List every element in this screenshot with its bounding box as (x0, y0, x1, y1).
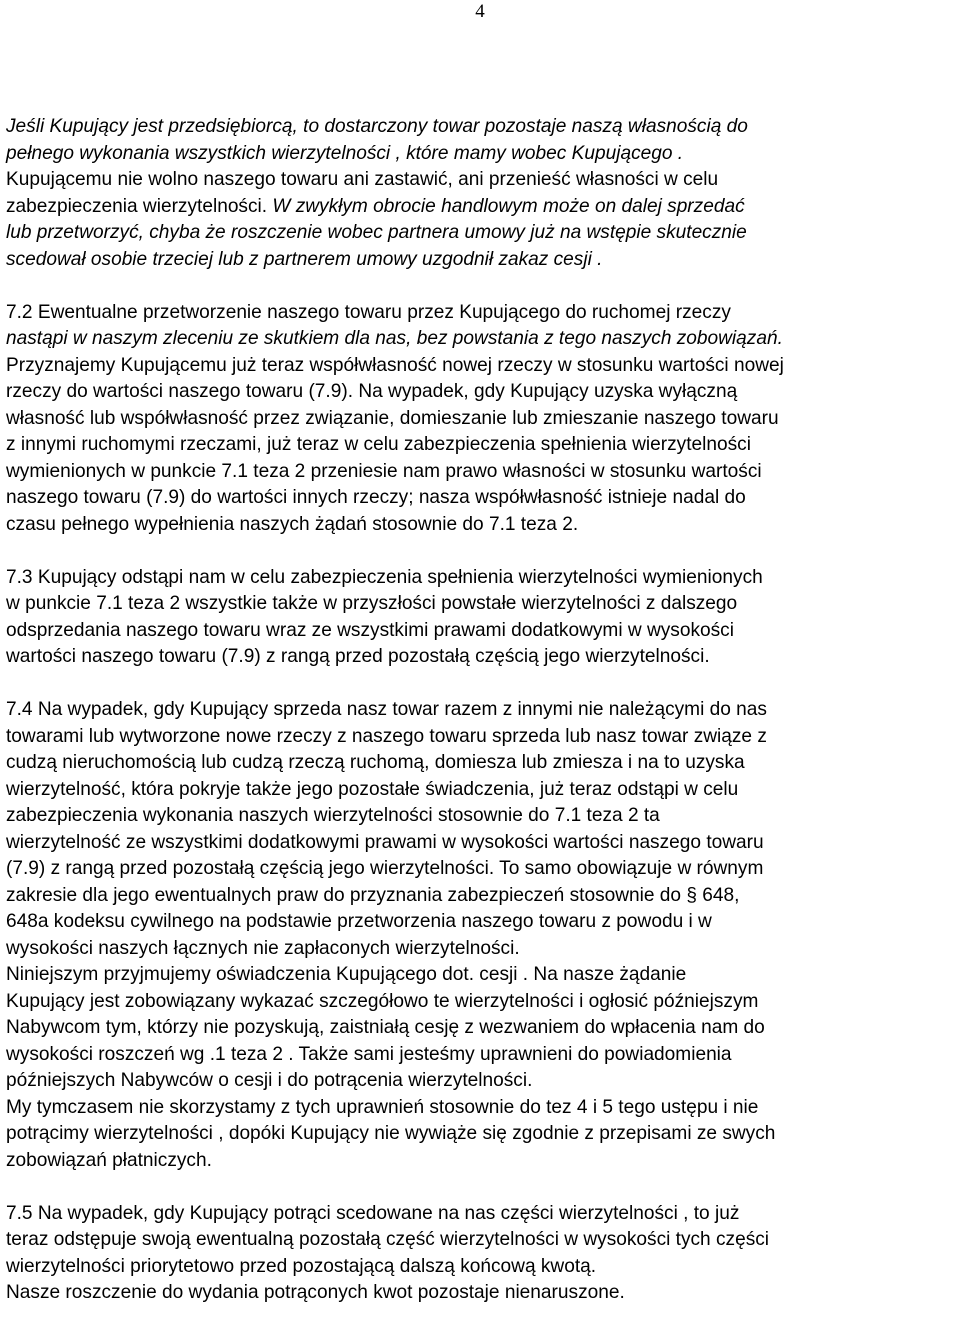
text-segment: 648a kodeksu cywilnego na podstawie przetworzenia naszego towaru z powodu i w (6, 911, 712, 932)
text-line (6, 114, 956, 141)
text-line (6, 1227, 956, 1254)
text-line (6, 194, 956, 221)
paragraph-gap (6, 538, 956, 565)
page-number: 4 (475, 1, 485, 22)
text-line (6, 936, 956, 963)
text-line (6, 1121, 956, 1148)
text-segment: wymienionych w punkcie 7.1 teza 2 przeniesie nam prawo własności w stosunku wartości (6, 460, 762, 482)
text-segment: wysokości roszczeń wg .1 teza 2 . Także sami jesteśmy uprawnieni do powiadomienia (6, 1043, 732, 1065)
text-segment: naszego towaru (7.9) do wartości innych rzeczy; nasza współwłasność istnieje nadal do (6, 487, 746, 508)
text-line (6, 697, 956, 724)
text-line (6, 326, 956, 353)
text-line (6, 1015, 956, 1042)
text-segment: Kupujący jest zobowiązany wykazać szczegółowo te wierzytelności i ogłosić późniejszym (6, 990, 759, 1012)
text-line (6, 141, 956, 168)
text-line (6, 485, 956, 512)
text-segment: pełnego wykonania wszystkich wierzytelności , które mamy wobec Kupującego . (6, 142, 684, 164)
text-segment: Nasze roszczenie do wydania potrąconych kwot pozostaje nienaruszone. (6, 1282, 625, 1303)
document-body (6, 114, 956, 1307)
text-segment: wysokości naszych łącznych nie zapłaconych wierzytelności. (6, 937, 520, 959)
paragraph-gap (6, 671, 956, 698)
text-segment: wartości naszego towaru (7.9) z rangą przed pozostałą częścią jego wierzytelności. (6, 646, 710, 667)
text-segment: 7.5 Na wypadek, gdy Kupujący potrąci scedowane na nas części wierzytelności , to już (6, 1202, 740, 1224)
text-line (6, 883, 956, 910)
text-segment: teraz odstępuje swoją ewentualną pozostałą część wierzytelności w wysokości tych części (6, 1229, 770, 1250)
text-line (6, 644, 956, 671)
text-segment: zobowiązań płatniczych. (6, 1149, 212, 1171)
text-line (6, 1280, 956, 1307)
text-line (6, 459, 956, 486)
text-segment: potrącimy wierzytelności , dopóki Kupujący nie wywiąże się zgodnie z przepisami ze swych (6, 1123, 776, 1144)
text-segment: 7.3 Kupujący odstąpi nam w celu zabezpieczenia spełnienia wierzytelności wymienionych (6, 566, 763, 588)
text-line (6, 406, 956, 433)
text-segment: wierzytelność ze wszystkimi dodatkowymi prawami w wysokości wartości naszego towaru (6, 831, 764, 853)
text-segment: Jeśli Kupujący jest przedsiębiorcą, to dostarczony towar pozostaje naszą własnością do (6, 116, 748, 137)
text-segment: późniejszych Nabywców o cesji i do potrącenia wierzytelności. (6, 1070, 533, 1091)
text-segment: W zwykłym obrocie handlowym może on dalej sprzedać (272, 195, 745, 217)
text-line (6, 512, 956, 539)
paragraph-gap (6, 273, 956, 300)
text-segment: Niniejszym przyjmujemy oświadczenia Kupującego dot. cesji . Na nasze żądanie (6, 964, 687, 985)
text-segment: własność lub współwłasność przez związanie, domieszanie lub zmieszanie naszego towaru (6, 407, 779, 429)
text-line (6, 803, 956, 830)
text-line (6, 724, 956, 751)
text-segment: lub przetworzyć, chyba że roszczenie wobec partnera umowy już na wstępie skutecznie (6, 222, 747, 243)
text-line (6, 220, 956, 247)
text-segment: wierzytelności priorytetowo przed pozostającą dalszą końcową kwotą. (6, 1255, 597, 1277)
text-segment: czasu pełnego wypełnienia naszych żądań stosownie do 7.1 teza 2. (6, 513, 579, 535)
text-line (6, 1095, 956, 1122)
text-segment: wierzytelność, która pokryje także jego pozostałe świadczenia, już teraz odstąpi w celu (6, 778, 739, 800)
text-segment: w punkcie 7.1 teza 2 wszystkie także w przyszłości powstałe wierzytelności z dalszego (6, 593, 738, 614)
text-segment: odsprzedania naszego towaru wraz ze wszystkimi prawami dodatkowymi w wysokości (6, 619, 734, 641)
text-segment: zabezpieczenia wykonania naszych wierzytelności stosownie do 7.1 teza 2 ta (6, 805, 660, 826)
text-line (6, 830, 956, 857)
paragraph-gap (6, 1174, 956, 1201)
text-line (6, 909, 956, 936)
text-segment: nastąpi w naszym zleceniu ze skutkiem dla nas, bez powstania z tego naszych zobowiązań. (6, 328, 783, 349)
text-segment: 7.4 Na wypadek, gdy Kupujący sprzeda nasz towar razem z innymi nie należącymi do nas (6, 699, 767, 720)
text-line (6, 1042, 956, 1069)
text-segment: My tymczasem nie skorzystamy z tych uprawnień stosownie do tez 4 i 5 tego ustępu i nie (6, 1096, 759, 1118)
text-line (6, 856, 956, 883)
text-line (6, 247, 956, 274)
text-line (6, 591, 956, 618)
text-line (6, 962, 956, 989)
text-line (6, 167, 956, 194)
text-segment: Kupującemu nie wolno naszego towaru ani zastawić, ani przenieść własności w celu (6, 169, 719, 190)
text-line (6, 300, 956, 327)
text-line (6, 777, 956, 804)
text-segment: zabezpieczenia wierzytelności. (6, 195, 273, 217)
text-line (6, 750, 956, 777)
text-segment: Przyznajemy Kupującemu już teraz współwłasność nowej rzeczy w stosunku wartości nowej (6, 354, 784, 376)
text-segment: Nabywcom tym, którzy nie pozyskują, zaistniałą cesję z wezwaniem do wpłacenia nam do (6, 1017, 765, 1038)
text-line (6, 432, 956, 459)
text-line (6, 565, 956, 592)
text-line (6, 353, 956, 380)
text-segment: towarami lub wytworzone nowe rzeczy z naszego towaru sprzeda lub nasz towar związe z (6, 725, 767, 747)
text-segment: scedował osobie trzeciej lub z partnerem umowy uzgodnił zakaz cesji . (6, 248, 603, 270)
text-line (6, 1201, 956, 1228)
text-segment: 7.2 Ewentualne przetworzenie naszego towaru przez Kupującego do ruchomej rzeczy (6, 301, 731, 323)
text-line (6, 989, 956, 1016)
text-line (6, 379, 956, 406)
text-segment: z innymi ruchomymi rzeczami, już teraz w celu zabezpieczenia spełnienia wierzytelności (6, 434, 751, 455)
text-line (6, 1068, 956, 1095)
text-line (6, 618, 956, 645)
text-line (6, 1254, 956, 1281)
text-line (6, 1148, 956, 1175)
text-segment: cudzą nieruchomością lub cudzą rzeczą ruchomą, domiesza lub zmiesza i na to uzyska (6, 752, 745, 773)
text-segment: (7.9) z rangą przed pozostałą częścią jego wierzytelności. To samo obowiązuje w równym (6, 858, 764, 879)
text-segment: zakresie dla jego ewentualnych praw do przyznania zabezpieczeń stosownie do § 648, (6, 884, 740, 906)
text-segment: rzeczy do wartości naszego towaru (7.9). Na wypadek, gdy Kupujący uzyska wyłączną (6, 381, 738, 402)
